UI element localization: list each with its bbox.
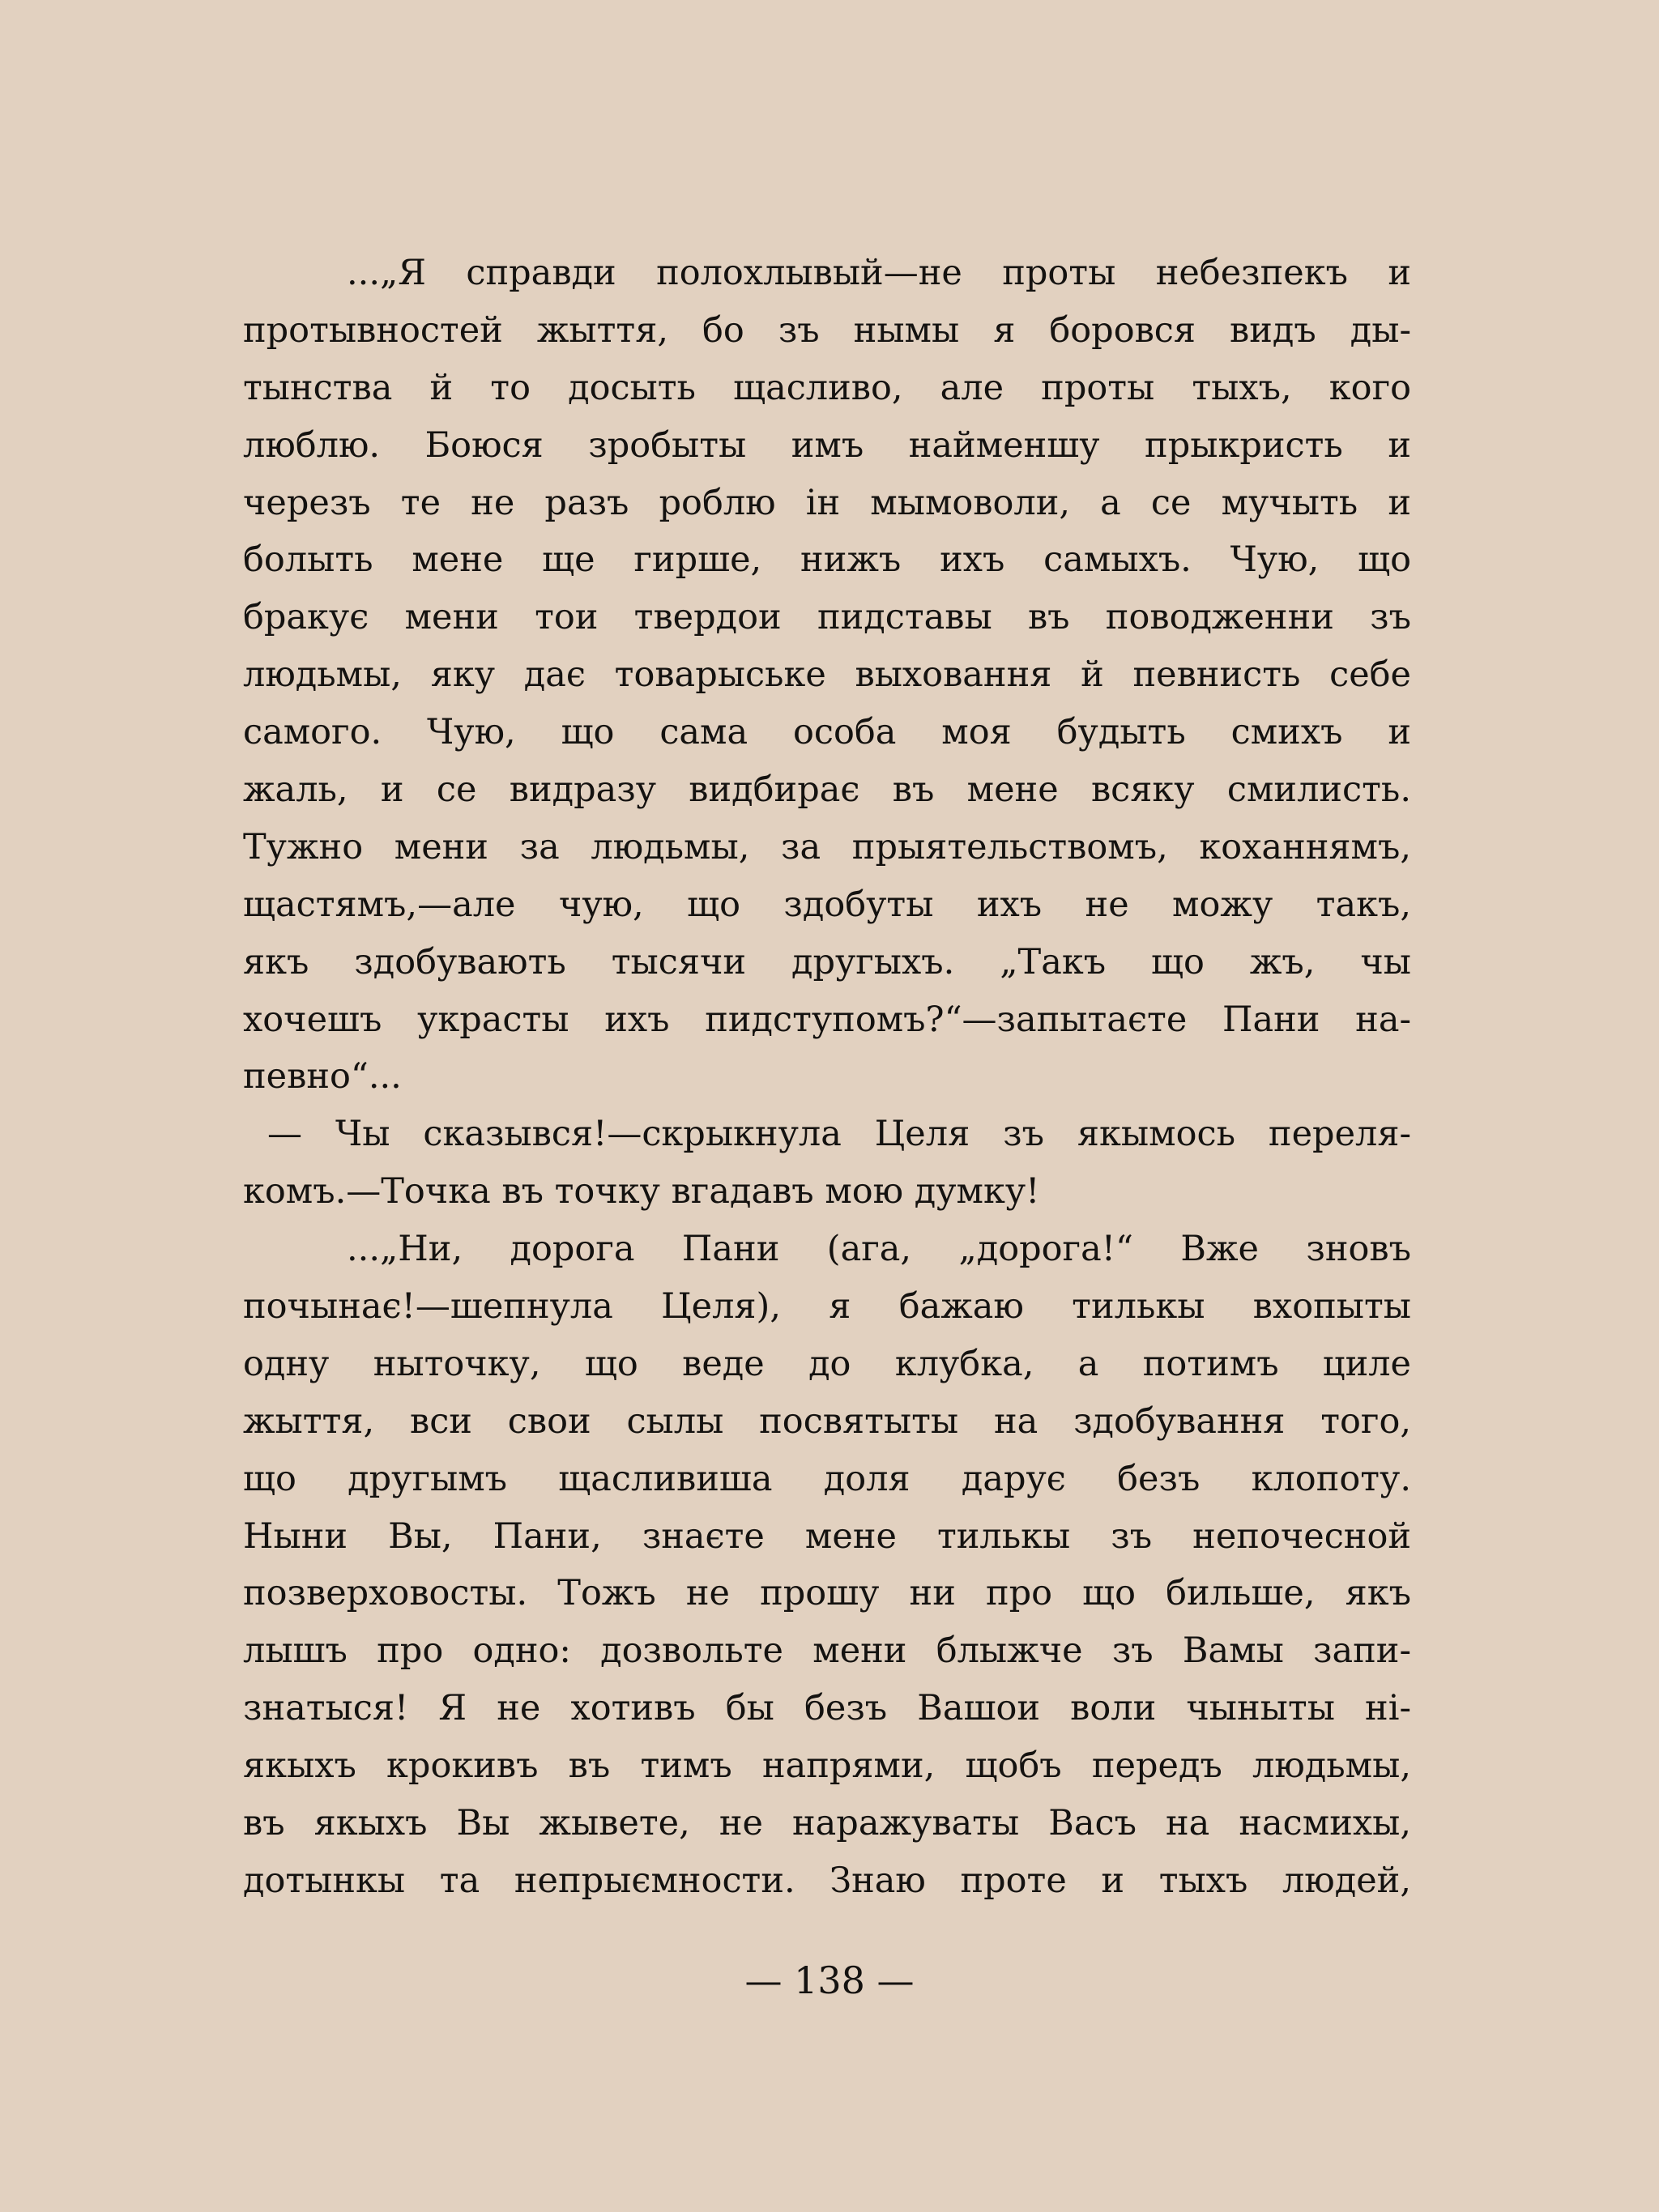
text-line: жыття, вси свои сылы посвятыты на здобування того, <box>243 1400 1411 1442</box>
text-line: хочешъ украсты ихъ пидступомъ?“—запытаєте Пани на- <box>243 999 1411 1040</box>
text-line: щастямъ,—але чую, що здобуты ихъ не можу такъ, <box>243 884 1411 925</box>
text-line: що другымъ щасливиша доля дарує безъ клопоту. <box>243 1458 1411 1499</box>
text-line: Ныни Вы, Пани, знаєте мене тилькы зъ непочесной <box>243 1515 1411 1557</box>
text-line: тынства й то досыть щасливо, але проты тыхъ, кого <box>243 367 1411 408</box>
text-line: почынає!—шепнула Целя), я бажаю тилькы вхопыты <box>243 1286 1411 1328</box>
text-line: жаль, и се видразу видбирає въ мене всяку смилисть. <box>243 769 1411 811</box>
text-line: люблю. Боюся зробыты имъ найменшу прыкристь и <box>243 424 1411 466</box>
page-number: — 138 — <box>744 1958 915 2002</box>
text-line: бракує мени тои твердои пидставы въ поводженни зъ <box>243 597 1411 638</box>
text-line: одну ныточку, що веде до клубка, а потимъ циле <box>243 1343 1411 1384</box>
text-line: Тужно мени за людьмы, за прыятельствомъ, коханнямъ, <box>243 826 1411 867</box>
body-text <box>243 245 1411 1910</box>
text-line: ...„Я справди полохлывый—не проты небезпекъ и <box>347 253 1411 293</box>
text-line: протывностей жыття, бо зъ нымы я боровся видъ ды- <box>243 309 1411 351</box>
text-line: позверховосты. Тожъ не прошу ни про що бильше, якъ <box>243 1573 1411 1614</box>
text-line: людьмы, яку дає товарыське выховання й певнисть себе <box>243 654 1411 696</box>
text-line: якъ здобувають тысячи другыхъ. „Такъ що жъ, чы <box>243 941 1411 982</box>
text-line: дотынкы та непрыємности. Знаю проте и тыхъ людей, <box>243 1860 1411 1901</box>
text-line: комъ.—Точка въ точку вгадавъ мою думку! <box>243 1171 1040 1213</box>
text-line: болыть мене ще гирше, нижъ ихъ самыхъ. Чую, що <box>243 539 1411 581</box>
text-line: певно“... <box>243 1056 402 1097</box>
text-line: якыхъ крокивъ въ тимъ напрями, щобъ передъ людьмы, <box>243 1745 1411 1787</box>
text-line: — Чы сказывся!—скрыкнула Целя зъ якымось переля- <box>267 1114 1411 1155</box>
text-line: самого. Чую, що сама особа моя будыть смихъ и <box>243 712 1411 753</box>
text-line: ...„Ни, дорога Пани (ага, „дорога!“ Вже зновъ <box>347 1229 1411 1270</box>
text-line: знатыся! Я не хотивъ бы безъ Вашои воли чыныты ні- <box>243 1688 1411 1729</box>
text-line: лышъ про одно: дозвольте мени блыжче зъ Вамы запи- <box>243 1630 1411 1672</box>
text-line: черезъ те не разъ роблю ін мымоволи, а се мучыть и <box>243 482 1411 523</box>
text-line: въ якыхъ Вы жывете, не наражуваты Васъ на насмихы, <box>243 1803 1411 1844</box>
